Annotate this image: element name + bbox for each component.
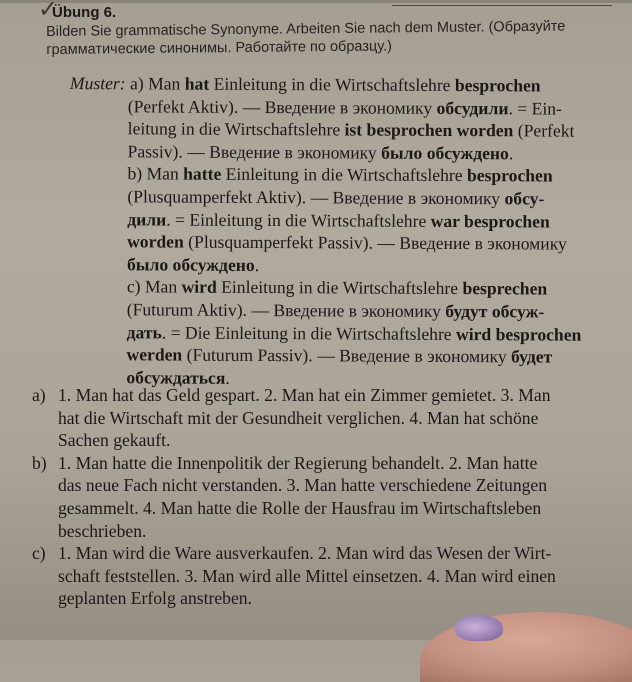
muster-c-line: (Futurum Aktiv). — Введение в экономику будут обсуж- <box>126 299 545 322</box>
exercise-title: Übung 6. <box>52 4 117 21</box>
exercise-c-line: c) 1. Man wird die Ware ausverkaufen. 2. Man wird das Wesen der Wirt- <box>32 543 552 564</box>
muster-b-line: дили. = Einleitung in die Wirtschaftslehre war besprochen <box>127 208 550 232</box>
muster-a-line: Passiv). — Введение в экономику было обсуждено. <box>127 141 514 164</box>
muster-c-line: дать. = Die Einleitung in die Wirtschaftslehre wird besprochen <box>126 321 582 345</box>
exercise-b-line: b) 1. Man hatte die Innenpolitik der Regierung behandelt. 2. Man hatte <box>32 452 538 473</box>
instruction-text <box>46 17 606 59</box>
muster-b-line: было обсуждено. <box>126 254 260 275</box>
muster-c-line: werden (Futurum Passiv). — Введение в экономику будет <box>126 344 553 367</box>
muster-b-line: b) Man hatte Einleitung in die Wirtschaftslehre besprochen <box>127 163 553 186</box>
exercise-list <box>32 384 622 610</box>
muster-block <box>68 72 610 391</box>
fingernail-shape <box>455 615 503 641</box>
muster-a-line: Muster: a) Man hat Einleitung in die Wirtschaftslehre besprochen <box>69 72 541 96</box>
instruction-line: грамматические синонимы. Работайте по образцу.) <box>46 38 392 58</box>
exercise-a-line: hat die Wirtschaft mit der Gesundheit verglichen. 4. Man hat schöne <box>58 407 539 428</box>
instruction-line: Bilden Sie grammatische Synonyme. Arbeiten Sie nach dem Muster. (Образуйте <box>46 18 566 40</box>
checkmark-icon: ✓ <box>38 0 59 23</box>
exercise-c-line: geplanten Erfolg anstreben. <box>58 588 252 609</box>
muster-label: Muster: <box>69 72 126 94</box>
exercise-a-line: Sachen gekauft. <box>58 430 171 451</box>
exercise-b-line: beschrieben. <box>58 520 147 541</box>
muster-c-line: обсуждаться. <box>126 367 230 388</box>
exercise-b-line: gesammelt. 4. Man hatte die Rolle der Hausfrau im Wirtschaftsleben <box>58 497 542 518</box>
muster-c-line: c) Man wird Einleitung in die Wirtschaftslehre besprechen <box>126 276 548 299</box>
exercise-label: a) <box>32 385 46 405</box>
exercise-b-line: das neue Fach nicht verstanden. 3. Man hatte verschiedene Zeitungen <box>58 475 548 496</box>
page-top-edge <box>0 0 632 3</box>
muster-b-line: (Plusquamperfekt Aktiv). — Введение в экономику обсу- <box>127 186 545 209</box>
exercise-a-line: a) 1. Man hat das Geld gespart. 2. Man hat ein Zimmer gemietet. 3. Man <box>32 385 551 405</box>
muster-a-line: (Perfekt Aktiv). — Введение в экономику обсудили. = Ein- <box>127 95 562 119</box>
exercise-label: c) <box>32 543 46 564</box>
muster-b-line: worden (Plusquamperfekt Passiv). — Введение в экономику <box>127 231 567 254</box>
muster-a-line: leitung in die Wirtschaftslehre ist besprochen worden (Perfekt <box>127 118 575 141</box>
exercise-label: b) <box>32 452 47 473</box>
exercise-c-line: schaft feststellen. 3. Man wird alle Mittel einsetzen. 4. Man wird einen <box>58 565 556 586</box>
finger-shape <box>420 612 632 682</box>
header-rule <box>392 5 612 6</box>
